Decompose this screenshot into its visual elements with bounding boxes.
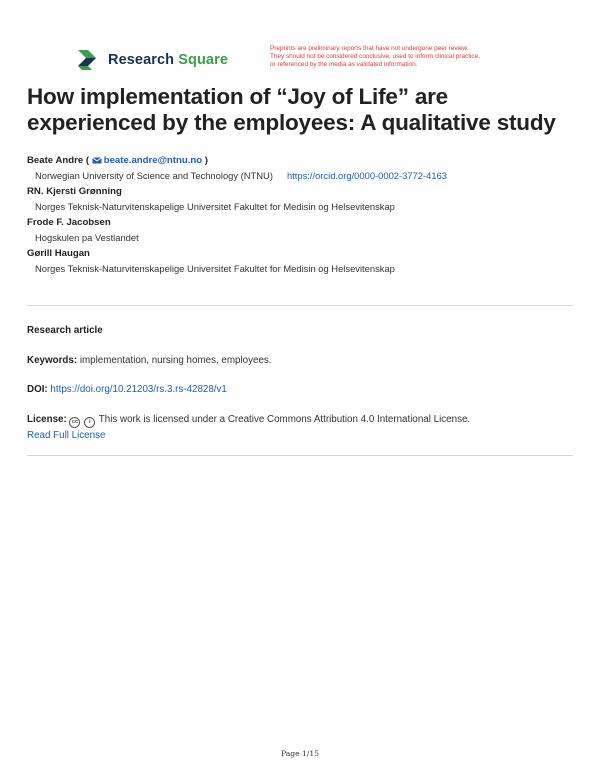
license-label: License: [27,414,67,425]
author-name-text: Beate Andre [27,155,84,166]
logo-word-research: Research [108,52,175,68]
page-number: Page 1/15 [280,749,320,758]
orcid-link[interactable]: https://orcid.org/0000-0002-3772-4163 [286,170,447,181]
creative-commons-icon: cc [69,417,80,428]
affiliation-text: Norwegian University of Science and Technology (NTNU) [35,170,273,181]
email-paren-close: ) [204,155,208,166]
author-affiliation: Hogskulen pa Vestlandet [35,232,139,243]
author-affiliation [27,168,587,184]
doi-label: DOI: [27,384,48,395]
author-name: Frode F. Jacobsen [27,217,111,228]
author-affiliation: Norges Teknisk-Naturvitenskapelige Universitet Fakultet for Medisin og Helsevitenskap [35,201,395,212]
license-row [27,412,573,444]
keywords-row [27,353,573,369]
doi-row [27,382,573,398]
keywords-label: Keywords: [27,355,78,366]
attribution-icon: i [84,417,95,428]
logo-wordmark [108,52,228,68]
author-email-text: beate.andre@ntnu.no [103,155,203,166]
article-type: Research article [27,325,103,336]
author-name [27,153,587,168]
envelope-icon [92,157,102,164]
license-text: This work is licensed under a Creative Commons Attribution 4.0 International License. [98,414,471,425]
read-full-license-link[interactable]: Read Full License [27,430,106,441]
paper-title: How implementation of “Joy of Life” are experienced by the employees: A qualitative study [27,84,556,135]
preprint-notice-line: They should not be considered conclusive, used to inform clinical practice, [270,52,480,60]
research-square-logo[interactable] [74,48,228,72]
author-email-link[interactable] [92,155,205,166]
preprint-notice [270,45,570,68]
preprint-notice-line: or referenced by the media as validated information. [270,60,418,68]
author-affiliation: Norges Teknisk-Naturvitenskapelige Universitet Fakultet for Medisin og Helsevitenskap [35,263,395,274]
doi-link[interactable]: https://doi.org/10.21203/rs.3.rs-42828/v1 [50,384,227,395]
author-list [27,153,587,277]
author-name: RN. Kjersti Grønning [27,186,122,197]
research-square-logo-icon [74,48,102,72]
divider [27,455,573,456]
logo-word-square: Square [178,52,228,68]
keywords-value: implementation, nursing homes, employees. [79,355,272,366]
preprint-notice-line: Preprints are preliminary reports that have not undergone peer review. [270,45,469,52]
divider [27,305,573,306]
email-paren-open: ( [85,155,90,166]
author-name: Gørill Haugan [27,248,90,259]
